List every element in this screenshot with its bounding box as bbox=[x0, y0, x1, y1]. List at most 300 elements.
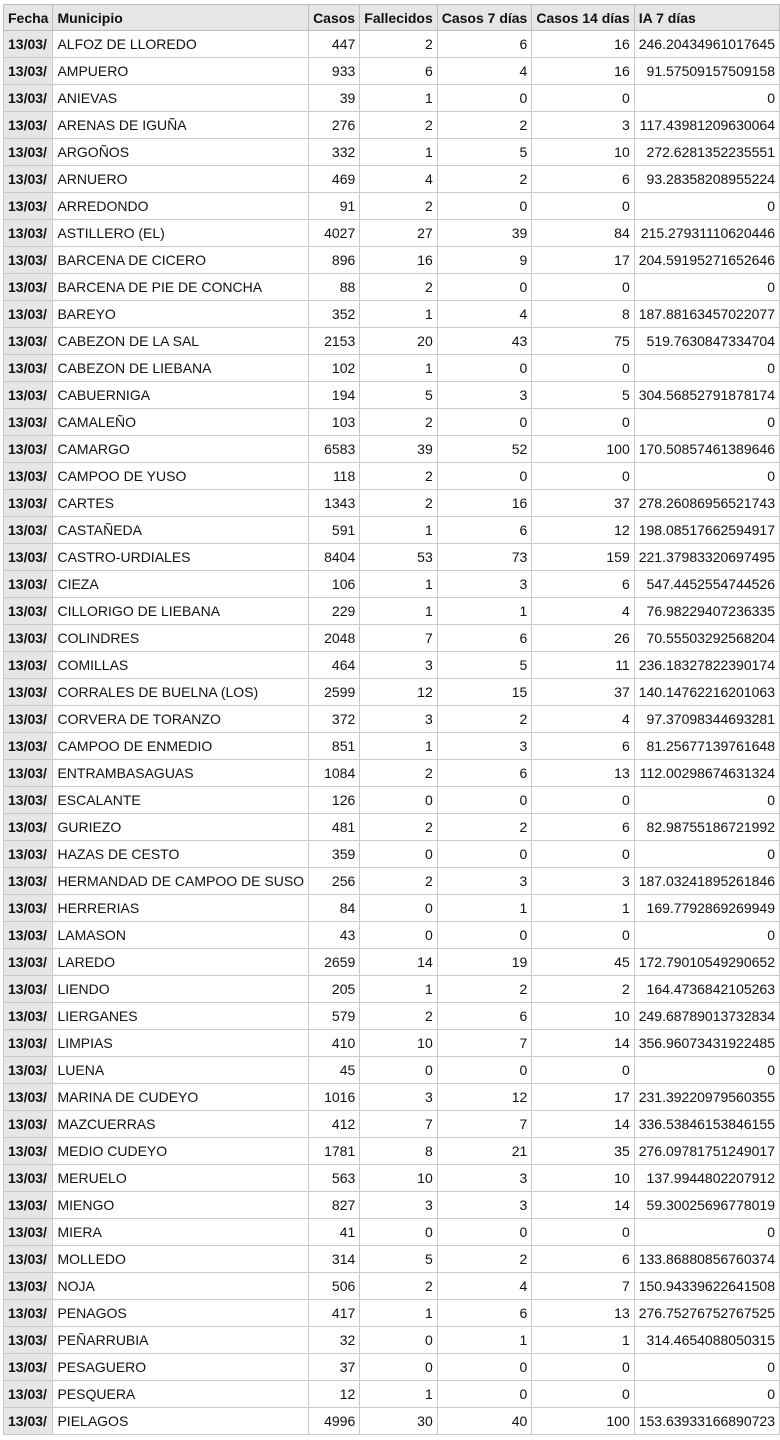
casos-7-dias-cell[interactable]: 0 bbox=[437, 1219, 532, 1246]
fecha-cell[interactable]: 13/03/ bbox=[4, 598, 53, 625]
fallecidos-cell[interactable]: 1 bbox=[360, 139, 437, 166]
ia-7-dias-cell[interactable]: 59.30025696778019 bbox=[634, 1192, 779, 1219]
ia-7-dias-cell[interactable]: 519.7630847334704 bbox=[634, 328, 779, 355]
fecha-cell[interactable]: 13/03/ bbox=[4, 1057, 53, 1084]
fecha-cell[interactable]: 13/03/ bbox=[4, 922, 53, 949]
casos-14-dias-cell[interactable]: 3 bbox=[532, 112, 634, 139]
casos-cell[interactable]: 118 bbox=[309, 463, 360, 490]
casos-cell[interactable]: 43 bbox=[309, 922, 360, 949]
fecha-cell[interactable]: 13/03/ bbox=[4, 58, 53, 85]
fecha-cell[interactable]: 13/03/ bbox=[4, 328, 53, 355]
ia-7-dias-cell[interactable]: 0 bbox=[634, 1381, 779, 1408]
ia-7-dias-cell[interactable]: 70.55503292568204 bbox=[634, 625, 779, 652]
ia-7-dias-cell[interactable]: 169.7792869269949 bbox=[634, 895, 779, 922]
municipio-cell[interactable]: HERMANDAD DE CAMPOO DE SUSO bbox=[53, 868, 309, 895]
casos-cell[interactable]: 332 bbox=[309, 139, 360, 166]
ia-7-dias-cell[interactable]: 187.03241895261846 bbox=[634, 868, 779, 895]
fecha-cell[interactable]: 13/03/ bbox=[4, 139, 53, 166]
casos-7-dias-cell[interactable]: 0 bbox=[437, 463, 532, 490]
municipio-cell[interactable]: CORVERA DE TORANZO bbox=[53, 706, 309, 733]
casos-7-dias-cell[interactable]: 4 bbox=[437, 301, 532, 328]
fecha-cell[interactable]: 13/03/ bbox=[4, 463, 53, 490]
casos-7-dias-cell[interactable]: 6 bbox=[437, 31, 532, 58]
ia-7-dias-cell[interactable]: 0 bbox=[634, 463, 779, 490]
casos-cell[interactable]: 45 bbox=[309, 1057, 360, 1084]
ia-7-dias-cell[interactable]: 0 bbox=[634, 409, 779, 436]
casos-14-dias-cell[interactable]: 14 bbox=[532, 1030, 634, 1057]
casos-14-dias-cell[interactable]: 0 bbox=[532, 463, 634, 490]
municipio-cell[interactable]: PESQUERA bbox=[53, 1381, 309, 1408]
casos-cell[interactable]: 314 bbox=[309, 1246, 360, 1273]
casos-7-dias-cell[interactable]: 1 bbox=[437, 598, 532, 625]
casos-cell[interactable]: 1343 bbox=[309, 490, 360, 517]
casos-7-dias-cell[interactable]: 6 bbox=[437, 517, 532, 544]
ia-7-dias-cell[interactable]: 0 bbox=[634, 1354, 779, 1381]
ia-7-dias-cell[interactable]: 204.59195271652646 bbox=[634, 247, 779, 274]
casos-14-dias-cell[interactable]: 100 bbox=[532, 436, 634, 463]
casos-7-dias-cell[interactable]: 12 bbox=[437, 1084, 532, 1111]
fecha-cell[interactable]: 13/03/ bbox=[4, 1165, 53, 1192]
casos-7-dias-cell[interactable]: 5 bbox=[437, 139, 532, 166]
casos-cell[interactable]: 933 bbox=[309, 58, 360, 85]
fecha-cell[interactable]: 13/03/ bbox=[4, 1192, 53, 1219]
municipio-cell[interactable]: PIELAGOS bbox=[53, 1408, 309, 1435]
municipio-cell[interactable]: ARGOÑOS bbox=[53, 139, 309, 166]
fallecidos-cell[interactable]: 39 bbox=[360, 436, 437, 463]
fallecidos-cell[interactable]: 1 bbox=[360, 355, 437, 382]
casos-14-dias-cell[interactable]: 0 bbox=[532, 1057, 634, 1084]
casos-cell[interactable]: 88 bbox=[309, 274, 360, 301]
fecha-cell[interactable]: 13/03/ bbox=[4, 1084, 53, 1111]
ia-7-dias-cell[interactable]: 236.18327822390174 bbox=[634, 652, 779, 679]
casos-14-dias-cell[interactable]: 17 bbox=[532, 1084, 634, 1111]
casos-7-dias-cell[interactable]: 0 bbox=[437, 787, 532, 814]
casos-cell[interactable]: 102 bbox=[309, 355, 360, 382]
casos-cell[interactable]: 106 bbox=[309, 571, 360, 598]
ia-7-dias-cell[interactable]: 231.39220979560355 bbox=[634, 1084, 779, 1111]
ia-7-dias-cell[interactable]: 91.57509157509158 bbox=[634, 58, 779, 85]
casos-14-dias-cell[interactable]: 14 bbox=[532, 1111, 634, 1138]
casos-7-dias-cell[interactable]: 2 bbox=[437, 112, 532, 139]
casos-14-dias-cell[interactable]: 26 bbox=[532, 625, 634, 652]
casos-14-dias-cell[interactable]: 1 bbox=[532, 895, 634, 922]
fecha-cell[interactable]: 13/03/ bbox=[4, 274, 53, 301]
ia-7-dias-cell[interactable]: 314.4654088050315 bbox=[634, 1327, 779, 1354]
fallecidos-cell[interactable]: 5 bbox=[360, 1246, 437, 1273]
fallecidos-cell[interactable]: 27 bbox=[360, 220, 437, 247]
casos-cell[interactable]: 194 bbox=[309, 382, 360, 409]
fecha-cell[interactable]: 13/03/ bbox=[4, 1003, 53, 1030]
casos-14-dias-cell[interactable]: 3 bbox=[532, 868, 634, 895]
casos-14-dias-cell[interactable]: 0 bbox=[532, 193, 634, 220]
casos-cell[interactable]: 6583 bbox=[309, 436, 360, 463]
municipio-cell[interactable]: CAMARGO bbox=[53, 436, 309, 463]
municipio-cell[interactable]: CAMALEÑO bbox=[53, 409, 309, 436]
fecha-cell[interactable]: 13/03/ bbox=[4, 220, 53, 247]
fecha-cell[interactable]: 13/03/ bbox=[4, 1030, 53, 1057]
fallecidos-cell[interactable]: 3 bbox=[360, 1084, 437, 1111]
casos-14-dias-cell[interactable]: 0 bbox=[532, 274, 634, 301]
casos-cell[interactable]: 417 bbox=[309, 1300, 360, 1327]
fallecidos-cell[interactable]: 2 bbox=[360, 1273, 437, 1300]
casos-14-dias-cell[interactable]: 8 bbox=[532, 301, 634, 328]
fecha-cell[interactable]: 13/03/ bbox=[4, 760, 53, 787]
fecha-cell[interactable]: 13/03/ bbox=[4, 895, 53, 922]
casos-7-dias-cell[interactable]: 3 bbox=[437, 1165, 532, 1192]
ia-7-dias-cell[interactable]: 0 bbox=[634, 1219, 779, 1246]
ia-7-dias-cell[interactable]: 249.68789013732834 bbox=[634, 1003, 779, 1030]
municipio-cell[interactable]: ANIEVAS bbox=[53, 85, 309, 112]
fallecidos-cell[interactable]: 14 bbox=[360, 949, 437, 976]
casos-7-dias-cell[interactable]: 7 bbox=[437, 1030, 532, 1057]
fecha-cell[interactable]: 13/03/ bbox=[4, 355, 53, 382]
fallecidos-cell[interactable]: 2 bbox=[360, 868, 437, 895]
casos-7-dias-cell[interactable]: 52 bbox=[437, 436, 532, 463]
casos-cell[interactable]: 1016 bbox=[309, 1084, 360, 1111]
casos-14-dias-cell[interactable]: 16 bbox=[532, 58, 634, 85]
fecha-cell[interactable]: 13/03/ bbox=[4, 193, 53, 220]
fallecidos-cell[interactable]: 2 bbox=[360, 409, 437, 436]
casos-14-dias-cell[interactable]: 37 bbox=[532, 679, 634, 706]
municipio-cell[interactable]: LAREDO bbox=[53, 949, 309, 976]
fecha-cell[interactable]: 13/03/ bbox=[4, 1300, 53, 1327]
casos-cell[interactable]: 1084 bbox=[309, 760, 360, 787]
fallecidos-cell[interactable]: 7 bbox=[360, 1111, 437, 1138]
ia-7-dias-cell[interactable]: 0 bbox=[634, 355, 779, 382]
casos-14-dias-cell[interactable]: 6 bbox=[532, 571, 634, 598]
fallecidos-cell[interactable]: 0 bbox=[360, 1057, 437, 1084]
fecha-cell[interactable]: 13/03/ bbox=[4, 31, 53, 58]
fecha-cell[interactable]: 13/03/ bbox=[4, 112, 53, 139]
casos-7-dias-cell[interactable]: 9 bbox=[437, 247, 532, 274]
ia-7-dias-cell[interactable]: 0 bbox=[634, 787, 779, 814]
ia-7-dias-cell[interactable]: 0 bbox=[634, 85, 779, 112]
municipio-cell[interactable]: CORRALES DE BUELNA (LOS) bbox=[53, 679, 309, 706]
casos-cell[interactable]: 851 bbox=[309, 733, 360, 760]
fallecidos-cell[interactable]: 2 bbox=[360, 490, 437, 517]
casos-cell[interactable]: 2153 bbox=[309, 328, 360, 355]
casos-cell[interactable]: 256 bbox=[309, 868, 360, 895]
fallecidos-cell[interactable]: 30 bbox=[360, 1408, 437, 1435]
casos-7-dias-cell[interactable]: 73 bbox=[437, 544, 532, 571]
casos-7-dias-cell[interactable]: 3 bbox=[437, 571, 532, 598]
ia-7-dias-cell[interactable]: 547.4452554744526 bbox=[634, 571, 779, 598]
fallecidos-cell[interactable]: 5 bbox=[360, 382, 437, 409]
casos-7-dias-cell[interactable]: 3 bbox=[437, 382, 532, 409]
ia-7-dias-cell[interactable]: 170.50857461389646 bbox=[634, 436, 779, 463]
fecha-cell[interactable]: 13/03/ bbox=[4, 1273, 53, 1300]
fallecidos-cell[interactable]: 3 bbox=[360, 706, 437, 733]
casos-cell[interactable]: 410 bbox=[309, 1030, 360, 1057]
fallecidos-cell[interactable]: 1 bbox=[360, 571, 437, 598]
fallecidos-cell[interactable]: 2 bbox=[360, 760, 437, 787]
casos-14-dias-cell[interactable]: 10 bbox=[532, 1165, 634, 1192]
casos-7-dias-cell[interactable]: 4 bbox=[437, 1273, 532, 1300]
fallecidos-cell[interactable]: 1 bbox=[360, 517, 437, 544]
casos-7-dias-cell[interactable]: 19 bbox=[437, 949, 532, 976]
column-header-ia-7-dias[interactable]: IA 7 días bbox=[634, 5, 779, 31]
casos-cell[interactable]: 205 bbox=[309, 976, 360, 1003]
casos-14-dias-cell[interactable]: 159 bbox=[532, 544, 634, 571]
ia-7-dias-cell[interactable]: 356.96073431922485 bbox=[634, 1030, 779, 1057]
ia-7-dias-cell[interactable]: 81.25677139761648 bbox=[634, 733, 779, 760]
municipio-cell[interactable]: ARNUERO bbox=[53, 166, 309, 193]
fallecidos-cell[interactable]: 1 bbox=[360, 733, 437, 760]
ia-7-dias-cell[interactable]: 93.28358208955224 bbox=[634, 166, 779, 193]
municipio-cell[interactable]: CAMPOO DE ENMEDIO bbox=[53, 733, 309, 760]
casos-7-dias-cell[interactable]: 0 bbox=[437, 1354, 532, 1381]
municipio-cell[interactable]: LIERGANES bbox=[53, 1003, 309, 1030]
fecha-cell[interactable]: 13/03/ bbox=[4, 625, 53, 652]
casos-14-dias-cell[interactable]: 12 bbox=[532, 517, 634, 544]
casos-7-dias-cell[interactable]: 6 bbox=[437, 1300, 532, 1327]
casos-cell[interactable]: 563 bbox=[309, 1165, 360, 1192]
ia-7-dias-cell[interactable]: 0 bbox=[634, 193, 779, 220]
fallecidos-cell[interactable]: 1 bbox=[360, 301, 437, 328]
casos-cell[interactable]: 827 bbox=[309, 1192, 360, 1219]
column-header-fecha[interactable]: Fecha bbox=[4, 5, 53, 31]
fallecidos-cell[interactable]: 0 bbox=[360, 841, 437, 868]
casos-cell[interactable]: 39 bbox=[309, 85, 360, 112]
fecha-cell[interactable]: 13/03/ bbox=[4, 1246, 53, 1273]
fallecidos-cell[interactable]: 1 bbox=[360, 85, 437, 112]
municipio-cell[interactable]: MAZCUERRAS bbox=[53, 1111, 309, 1138]
municipio-cell[interactable]: ENTRAMBASAGUAS bbox=[53, 760, 309, 787]
municipio-cell[interactable]: PENAGOS bbox=[53, 1300, 309, 1327]
municipio-cell[interactable]: MIENGO bbox=[53, 1192, 309, 1219]
municipio-cell[interactable]: CAMPOO DE YUSO bbox=[53, 463, 309, 490]
casos-cell[interactable]: 591 bbox=[309, 517, 360, 544]
casos-cell[interactable]: 84 bbox=[309, 895, 360, 922]
fecha-cell[interactable]: 13/03/ bbox=[4, 571, 53, 598]
municipio-cell[interactable]: ARENAS DE IGUÑA bbox=[53, 112, 309, 139]
fecha-cell[interactable]: 13/03/ bbox=[4, 1381, 53, 1408]
ia-7-dias-cell[interactable]: 76.98229407236335 bbox=[634, 598, 779, 625]
casos-cell[interactable]: 1781 bbox=[309, 1138, 360, 1165]
fallecidos-cell[interactable]: 3 bbox=[360, 1192, 437, 1219]
casos-cell[interactable]: 2048 bbox=[309, 625, 360, 652]
fecha-cell[interactable]: 13/03/ bbox=[4, 1138, 53, 1165]
fallecidos-cell[interactable]: 0 bbox=[360, 922, 437, 949]
casos-7-dias-cell[interactable]: 21 bbox=[437, 1138, 532, 1165]
fecha-cell[interactable]: 13/03/ bbox=[4, 1219, 53, 1246]
municipio-cell[interactable]: CABEZON DE LIEBANA bbox=[53, 355, 309, 382]
casos-14-dias-cell[interactable]: 4 bbox=[532, 598, 634, 625]
fallecidos-cell[interactable]: 0 bbox=[360, 1354, 437, 1381]
casos-7-dias-cell[interactable]: 0 bbox=[437, 841, 532, 868]
municipio-cell[interactable]: CARTES bbox=[53, 490, 309, 517]
casos-14-dias-cell[interactable]: 0 bbox=[532, 1354, 634, 1381]
fallecidos-cell[interactable]: 1 bbox=[360, 976, 437, 1003]
fallecidos-cell[interactable]: 6 bbox=[360, 58, 437, 85]
casos-cell[interactable]: 37 bbox=[309, 1354, 360, 1381]
municipio-cell[interactable]: AMPUERO bbox=[53, 58, 309, 85]
ia-7-dias-cell[interactable]: 187.88163457022077 bbox=[634, 301, 779, 328]
casos-14-dias-cell[interactable]: 6 bbox=[532, 1246, 634, 1273]
ia-7-dias-cell[interactable]: 246.20434961017645 bbox=[634, 31, 779, 58]
municipio-cell[interactable]: CABUERNIGA bbox=[53, 382, 309, 409]
municipio-cell[interactable]: ESCALANTE bbox=[53, 787, 309, 814]
casos-14-dias-cell[interactable]: 0 bbox=[532, 841, 634, 868]
casos-cell[interactable]: 412 bbox=[309, 1111, 360, 1138]
casos-14-dias-cell[interactable]: 0 bbox=[532, 787, 634, 814]
fecha-cell[interactable]: 13/03/ bbox=[4, 679, 53, 706]
casos-7-dias-cell[interactable]: 0 bbox=[437, 922, 532, 949]
casos-cell[interactable]: 2659 bbox=[309, 949, 360, 976]
municipio-cell[interactable]: MERUELO bbox=[53, 1165, 309, 1192]
ia-7-dias-cell[interactable]: 150.94339622641508 bbox=[634, 1273, 779, 1300]
ia-7-dias-cell[interactable]: 97.37098344693281 bbox=[634, 706, 779, 733]
fallecidos-cell[interactable]: 20 bbox=[360, 328, 437, 355]
fallecidos-cell[interactable]: 4 bbox=[360, 166, 437, 193]
casos-cell[interactable]: 896 bbox=[309, 247, 360, 274]
casos-14-dias-cell[interactable]: 13 bbox=[532, 760, 634, 787]
column-header-casos-7-dias[interactable]: Casos 7 días bbox=[437, 5, 532, 31]
casos-14-dias-cell[interactable]: 45 bbox=[532, 949, 634, 976]
fecha-cell[interactable]: 13/03/ bbox=[4, 85, 53, 112]
municipio-cell[interactable]: NOJA bbox=[53, 1273, 309, 1300]
fecha-cell[interactable]: 13/03/ bbox=[4, 409, 53, 436]
municipio-cell[interactable]: PEÑARRUBIA bbox=[53, 1327, 309, 1354]
fecha-cell[interactable]: 13/03/ bbox=[4, 517, 53, 544]
casos-14-dias-cell[interactable]: 16 bbox=[532, 31, 634, 58]
fecha-cell[interactable]: 13/03/ bbox=[4, 868, 53, 895]
casos-cell[interactable]: 91 bbox=[309, 193, 360, 220]
casos-14-dias-cell[interactable]: 0 bbox=[532, 922, 634, 949]
casos-7-dias-cell[interactable]: 0 bbox=[437, 1381, 532, 1408]
casos-14-dias-cell[interactable]: 0 bbox=[532, 1381, 634, 1408]
casos-7-dias-cell[interactable]: 0 bbox=[437, 193, 532, 220]
fecha-cell[interactable]: 13/03/ bbox=[4, 166, 53, 193]
casos-cell[interactable]: 4996 bbox=[309, 1408, 360, 1435]
municipio-cell[interactable]: ASTILLERO (EL) bbox=[53, 220, 309, 247]
casos-14-dias-cell[interactable]: 75 bbox=[532, 328, 634, 355]
ia-7-dias-cell[interactable]: 137.9944802207912 bbox=[634, 1165, 779, 1192]
ia-7-dias-cell[interactable]: 112.00298674631324 bbox=[634, 760, 779, 787]
casos-cell[interactable]: 359 bbox=[309, 841, 360, 868]
column-header-fallecidos[interactable]: Fallecidos bbox=[360, 5, 437, 31]
casos-7-dias-cell[interactable]: 6 bbox=[437, 1003, 532, 1030]
ia-7-dias-cell[interactable]: 82.98755186721992 bbox=[634, 814, 779, 841]
casos-cell[interactable]: 481 bbox=[309, 814, 360, 841]
municipio-cell[interactable]: HERRERIAS bbox=[53, 895, 309, 922]
casos-cell[interactable]: 126 bbox=[309, 787, 360, 814]
municipio-cell[interactable]: COLINDRES bbox=[53, 625, 309, 652]
fallecidos-cell[interactable]: 1 bbox=[360, 598, 437, 625]
municipio-cell[interactable]: BAREYO bbox=[53, 301, 309, 328]
fecha-cell[interactable]: 13/03/ bbox=[4, 841, 53, 868]
casos-cell[interactable]: 32 bbox=[309, 1327, 360, 1354]
ia-7-dias-cell[interactable]: 0 bbox=[634, 1057, 779, 1084]
casos-cell[interactable]: 4027 bbox=[309, 220, 360, 247]
fallecidos-cell[interactable]: 1 bbox=[360, 1300, 437, 1327]
ia-7-dias-cell[interactable]: 272.6281352235551 bbox=[634, 139, 779, 166]
casos-14-dias-cell[interactable]: 6 bbox=[532, 733, 634, 760]
casos-cell[interactable]: 2599 bbox=[309, 679, 360, 706]
municipio-cell[interactable]: LAMASON bbox=[53, 922, 309, 949]
fallecidos-cell[interactable]: 53 bbox=[360, 544, 437, 571]
casos-7-dias-cell[interactable]: 15 bbox=[437, 679, 532, 706]
casos-14-dias-cell[interactable]: 0 bbox=[532, 409, 634, 436]
casos-7-dias-cell[interactable]: 7 bbox=[437, 1111, 532, 1138]
casos-7-dias-cell[interactable]: 43 bbox=[437, 328, 532, 355]
fallecidos-cell[interactable]: 2 bbox=[360, 274, 437, 301]
fecha-cell[interactable]: 13/03/ bbox=[4, 949, 53, 976]
casos-14-dias-cell[interactable]: 13 bbox=[532, 1300, 634, 1327]
casos-7-dias-cell[interactable]: 2 bbox=[437, 976, 532, 1003]
fallecidos-cell[interactable]: 8 bbox=[360, 1138, 437, 1165]
fecha-cell[interactable]: 13/03/ bbox=[4, 247, 53, 274]
casos-14-dias-cell[interactable]: 0 bbox=[532, 1219, 634, 1246]
casos-7-dias-cell[interactable]: 2 bbox=[437, 166, 532, 193]
fallecidos-cell[interactable]: 0 bbox=[360, 1219, 437, 1246]
municipio-cell[interactable]: BARCENA DE CICERO bbox=[53, 247, 309, 274]
fecha-cell[interactable]: 13/03/ bbox=[4, 382, 53, 409]
casos-7-dias-cell[interactable]: 0 bbox=[437, 409, 532, 436]
ia-7-dias-cell[interactable]: 336.53846153846155 bbox=[634, 1111, 779, 1138]
casos-14-dias-cell[interactable]: 6 bbox=[532, 814, 634, 841]
fecha-cell[interactable]: 13/03/ bbox=[4, 652, 53, 679]
ia-7-dias-cell[interactable]: 276.75276752767525 bbox=[634, 1300, 779, 1327]
casos-7-dias-cell[interactable]: 0 bbox=[437, 1057, 532, 1084]
fecha-cell[interactable]: 13/03/ bbox=[4, 1327, 53, 1354]
fecha-cell[interactable]: 13/03/ bbox=[4, 1408, 53, 1435]
municipio-cell[interactable]: CABEZON DE LA SAL bbox=[53, 328, 309, 355]
casos-7-dias-cell[interactable]: 40 bbox=[437, 1408, 532, 1435]
casos-cell[interactable]: 41 bbox=[309, 1219, 360, 1246]
casos-cell[interactable]: 276 bbox=[309, 112, 360, 139]
casos-14-dias-cell[interactable]: 17 bbox=[532, 247, 634, 274]
casos-14-dias-cell[interactable]: 2 bbox=[532, 976, 634, 1003]
fecha-cell[interactable]: 13/03/ bbox=[4, 1354, 53, 1381]
casos-7-dias-cell[interactable]: 3 bbox=[437, 1192, 532, 1219]
ia-7-dias-cell[interactable]: 0 bbox=[634, 841, 779, 868]
fallecidos-cell[interactable]: 3 bbox=[360, 652, 437, 679]
casos-cell[interactable]: 469 bbox=[309, 166, 360, 193]
municipio-cell[interactable]: ARREDONDO bbox=[53, 193, 309, 220]
ia-7-dias-cell[interactable]: 304.56852791878174 bbox=[634, 382, 779, 409]
fallecidos-cell[interactable]: 1 bbox=[360, 1381, 437, 1408]
fallecidos-cell[interactable]: 12 bbox=[360, 679, 437, 706]
casos-7-dias-cell[interactable]: 6 bbox=[437, 625, 532, 652]
fecha-cell[interactable]: 13/03/ bbox=[4, 976, 53, 1003]
ia-7-dias-cell[interactable]: 221.37983320697495 bbox=[634, 544, 779, 571]
casos-7-dias-cell[interactable]: 5 bbox=[437, 652, 532, 679]
municipio-cell[interactable]: LIENDO bbox=[53, 976, 309, 1003]
fallecidos-cell[interactable]: 0 bbox=[360, 895, 437, 922]
fallecidos-cell[interactable]: 2 bbox=[360, 463, 437, 490]
ia-7-dias-cell[interactable]: 276.09781751249017 bbox=[634, 1138, 779, 1165]
casos-cell[interactable]: 8404 bbox=[309, 544, 360, 571]
municipio-cell[interactable]: CASTAÑEDA bbox=[53, 517, 309, 544]
casos-14-dias-cell[interactable]: 10 bbox=[532, 1003, 634, 1030]
casos-7-dias-cell[interactable]: 2 bbox=[437, 814, 532, 841]
fallecidos-cell[interactable]: 2 bbox=[360, 31, 437, 58]
municipio-cell[interactable]: PESAGUERO bbox=[53, 1354, 309, 1381]
ia-7-dias-cell[interactable]: 117.43981209630064 bbox=[634, 112, 779, 139]
fecha-cell[interactable]: 13/03/ bbox=[4, 436, 53, 463]
fecha-cell[interactable]: 13/03/ bbox=[4, 706, 53, 733]
fallecidos-cell[interactable]: 16 bbox=[360, 247, 437, 274]
column-header-casos[interactable]: Casos bbox=[309, 5, 360, 31]
casos-14-dias-cell[interactable]: 100 bbox=[532, 1408, 634, 1435]
casos-7-dias-cell[interactable]: 3 bbox=[437, 733, 532, 760]
casos-14-dias-cell[interactable]: 4 bbox=[532, 706, 634, 733]
casos-7-dias-cell[interactable]: 39 bbox=[437, 220, 532, 247]
municipio-cell[interactable]: MEDIO CUDEYO bbox=[53, 1138, 309, 1165]
casos-14-dias-cell[interactable]: 84 bbox=[532, 220, 634, 247]
casos-cell[interactable]: 579 bbox=[309, 1003, 360, 1030]
